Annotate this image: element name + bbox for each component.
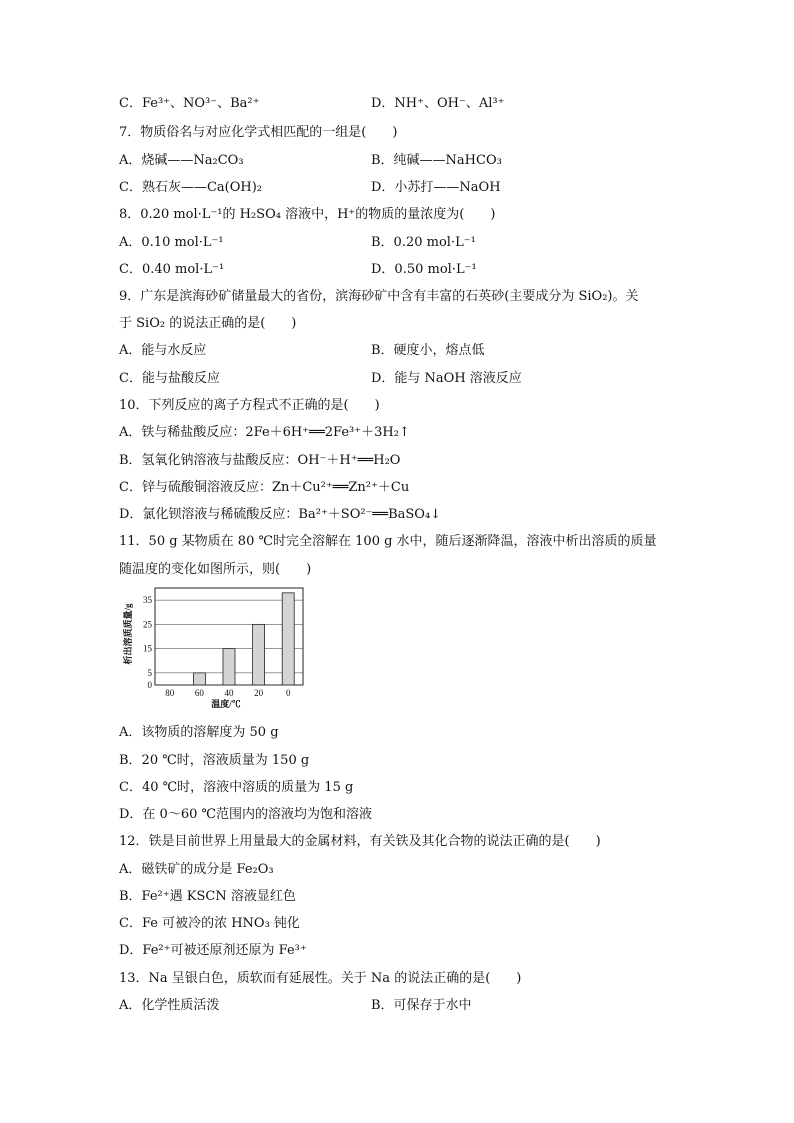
x-tick-label: 0 (285, 688, 291, 698)
line-text: D．氯化钡溶液与稀硫酸反应：Ba²⁺＋SO²⁻══BaSO₄↓ (119, 507, 442, 522)
text-line (119, 560, 311, 580)
text-line (119, 751, 309, 771)
text-line (119, 94, 505, 114)
x-tick-label: 20 (254, 688, 264, 698)
option-right: D．NH⁺、OH⁻、Al³⁺ (371, 96, 505, 111)
line-text: D．Fe²⁺可被还原剂还原为 Fe³⁺ (119, 943, 307, 958)
x-axis-label: 温度/℃ (211, 699, 241, 709)
option-right: B．硬度小，熔点低 (371, 343, 485, 358)
text-line (119, 532, 657, 552)
x-tick-label: 80 (165, 688, 175, 698)
bar (282, 593, 294, 685)
line-text: C．熟石灰——Ca(OH)₂ (119, 180, 262, 195)
y-tick-label: 25 (143, 619, 152, 630)
line-text: 11．50 g 某物质在 80 ℃时完全溶解在 100 g 水中，随后逐渐降温，溶液中析出溶质的质量 (119, 534, 657, 549)
x-tick-label: 60 (194, 688, 204, 698)
line-text: 9．广东是滨海砂矿储量最大的省份，滨海砂矿中含有丰富的石英砂(主要成分为 SiO₂)。关 (119, 289, 639, 304)
text-line (119, 151, 502, 171)
line-text: A．烧碱——Na₂CO₃ (119, 153, 244, 168)
line-text: B．20 ℃时，溶液质量为 150 g (119, 753, 310, 768)
text-line (119, 478, 409, 498)
chart-yticks (143, 595, 153, 690)
text-line (119, 805, 372, 825)
option-right: B．可保存于水中 (371, 998, 472, 1013)
text-line (119, 396, 380, 416)
y-tick-label: 0 (147, 680, 152, 690)
text-line (119, 969, 521, 989)
line-text: B．Fe²⁺遇 KSCN 溶液显红色 (119, 889, 296, 904)
y-tick-label: 35 (143, 595, 152, 606)
bar (193, 673, 205, 685)
line-text: A．0.10 mol·L⁻¹ (119, 235, 224, 250)
line-text: A．该物质的溶解度为 50 g (119, 725, 279, 740)
line-text: C．Fe³⁺、NO³⁻、Ba²⁺ (119, 96, 260, 111)
text-line (119, 205, 495, 225)
text-line (119, 287, 638, 307)
text-line (119, 123, 397, 143)
option-right: B．纯碱——NaHCO₃ (371, 153, 502, 168)
bar (253, 624, 265, 685)
y-tick-label: 15 (143, 643, 152, 654)
text-line (119, 233, 476, 253)
line-text: 13．Na 呈银白色，质软而有延展性。关于 Na 的说法正确的是( ) (119, 971, 522, 986)
text-line (119, 723, 279, 743)
text-line (119, 505, 441, 525)
text-line (119, 832, 601, 852)
line-text: 于 SiO₂ 的说法正确的是( ) (119, 316, 297, 331)
line-text: 7．物质俗名与对应化学式相匹配的一组是( ) (119, 125, 398, 140)
line-text: D．在 0～60 ℃范围内的溶液均为饱和溶液 (119, 807, 373, 822)
line-text: C．锌与硫酸铜溶液反应：Zn＋Cu²⁺══Zn²⁺＋Cu (119, 480, 410, 495)
text-line (119, 369, 522, 389)
chart-bars (193, 593, 294, 685)
x-tick-label: 40 (224, 688, 234, 698)
precipitate-mass-chart (119, 586, 319, 712)
line-text: B．氢氧化钠溶液与盐酸反应：OH⁻＋H⁺══H₂O (119, 453, 401, 468)
text-line (119, 996, 472, 1016)
text-line (119, 860, 274, 880)
text-line (119, 451, 400, 471)
text-line (119, 314, 296, 334)
text-line (119, 178, 501, 198)
text-line (119, 887, 296, 907)
y-tick-label: 5 (147, 667, 152, 678)
option-right: D．0.50 mol·L⁻¹ (371, 262, 477, 277)
line-text: A．磁铁矿的成分是 Fe₂O₃ (119, 862, 274, 877)
text-line (119, 260, 477, 280)
text-line (119, 914, 300, 934)
option-right: D．能与 NaOH 溶液反应 (371, 371, 522, 386)
option-right: B．0.20 mol·L⁻¹ (371, 235, 476, 250)
line-text: C．40 ℃时，溶液中溶质的质量为 15 g (119, 780, 354, 795)
chart-xticks (165, 688, 291, 698)
line-text: A．化学性质活泼 (119, 998, 220, 1013)
option-right: D．小苏打——NaOH (371, 180, 501, 195)
line-text: C．能与盐酸反应 (119, 371, 220, 386)
text-line (119, 778, 353, 798)
bar (223, 649, 235, 685)
line-text: 随温度的变化如图所示，则( ) (119, 562, 312, 577)
text-line (119, 423, 410, 443)
y-axis-label: 析出溶质质量/g (123, 603, 133, 665)
line-text: A．能与水反应 (119, 343, 207, 358)
text-line (119, 341, 485, 361)
line-text: 10．下列反应的离子方程式不正确的是( ) (119, 398, 380, 413)
line-text: C．0.40 mol·L⁻¹ (119, 262, 225, 277)
text-line (119, 941, 307, 961)
line-text: A．铁与稀盐酸反应：2Fe＋6H⁺══2Fe³⁺＋3H₂↑ (119, 425, 410, 440)
line-text: C．Fe 可被冷的浓 HNO₃ 钝化 (119, 916, 300, 931)
line-text: 12．铁是目前世界上用量最大的金属材料，有关铁及其化合物的说法正确的是( ) (119, 834, 601, 849)
line-text: 8．0.20 mol·L⁻¹的 H₂SO₄ 溶液中，H⁺的物质的量浓度为( ) (119, 207, 496, 222)
